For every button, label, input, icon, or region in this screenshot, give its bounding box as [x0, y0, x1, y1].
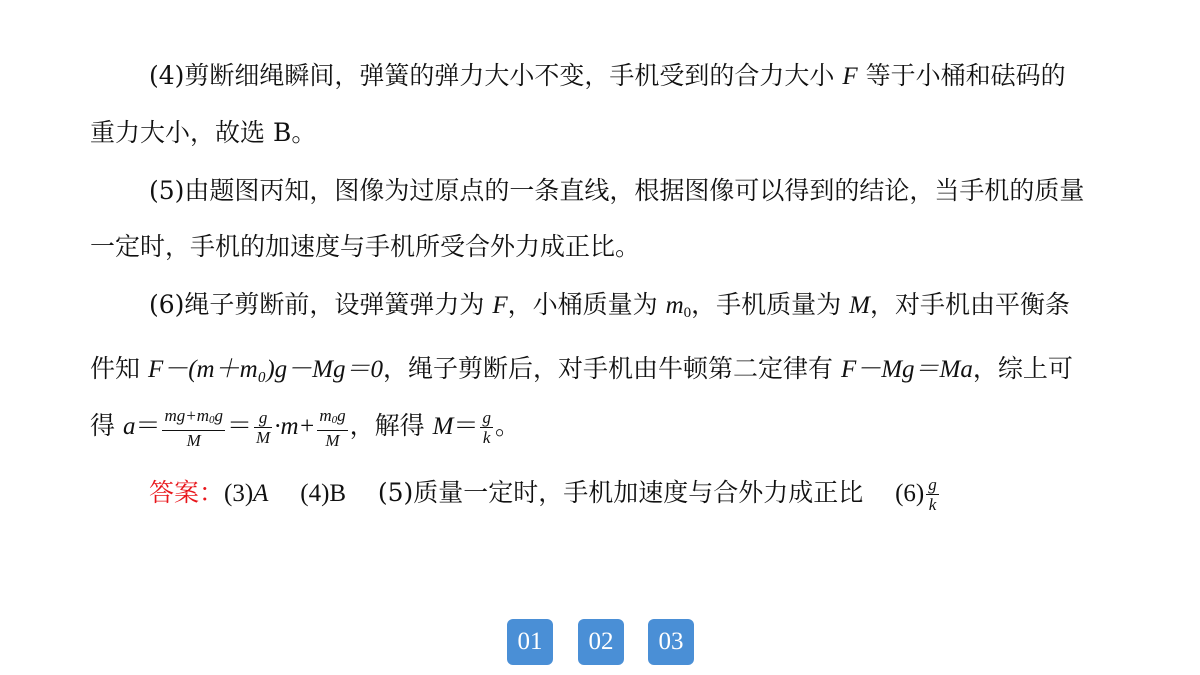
frac-num: m: [319, 405, 332, 425]
nav-button-02[interactable]: 02: [578, 619, 624, 665]
fraction-3: [317, 406, 347, 450]
variable-a: a: [122, 413, 136, 440]
equals-sign: ＝: [227, 411, 253, 440]
answer-4: (4)B: [300, 480, 347, 507]
text: ，手机质量为: [691, 290, 850, 319]
nav-button-03[interactable]: 03: [648, 619, 694, 665]
fraction-2: [254, 408, 272, 447]
text: ，小桶质量为: [507, 290, 666, 319]
answer-line: [90, 465, 1090, 522]
frac-num: g: [254, 408, 272, 428]
fraction-4: [480, 408, 493, 447]
frac-den: k: [928, 495, 937, 514]
paragraph-part-5: [90, 163, 1090, 275]
answer-label: 答案：: [149, 478, 225, 507]
subscript: 0: [683, 305, 692, 321]
text: (5)由题图丙知，图像为过原点的一条直线，根据图像可以得到的结论，当手机的质量一定时，手机的加速度与手机所受合外力成正比。: [90, 176, 1085, 261]
text: ，对手机由平衡条件知: [90, 290, 1070, 383]
variable-F: F: [492, 292, 508, 319]
frac-num: mg+m: [164, 405, 209, 425]
paragraph-part-6: [90, 277, 1090, 455]
frac-den: M: [325, 430, 340, 450]
variable-F: F: [842, 63, 858, 90]
text: (6)绳子剪断前，设弹簧弹力为: [149, 290, 493, 319]
text: ，解得: [349, 411, 433, 440]
answer-3-value: A: [253, 480, 269, 507]
frac-num: g: [928, 475, 937, 494]
equation-balance: F－(m＋m₀)g－Mg＝0: [147, 356, 383, 383]
frac-den: M: [186, 430, 201, 450]
page-navigation: [0, 619, 1200, 665]
variable-M: M: [849, 292, 870, 319]
equals-sign: ＝: [135, 411, 161, 440]
frac-sub: 0: [331, 413, 338, 426]
text: 等于小桶和砝码的重力大小，故选 B。: [90, 61, 1066, 147]
text: 。: [494, 411, 520, 440]
paragraph-part-4: [90, 48, 1090, 161]
text: (4)剪断细绳瞬间，弹簧的弹力大小不变，手机受到的合力大小: [149, 61, 843, 90]
variable-m: m: [665, 292, 684, 319]
variable-M: M: [432, 413, 454, 440]
fraction-1: [162, 406, 225, 450]
frac-sub: 0: [209, 413, 215, 426]
frac-num-tail: g: [214, 405, 223, 425]
frac-num-tail: g: [337, 405, 346, 425]
answer-6: (6): [895, 480, 925, 507]
equals-sign: ＝: [453, 411, 479, 440]
equation-newton: F－Mg＝Ma: [840, 356, 973, 383]
text: ，综上可得: [90, 354, 1073, 440]
frac-den: k: [482, 428, 491, 447]
frac-den: M: [256, 428, 271, 447]
text: ，绳子剪断后，对手机由牛顿第二定律有: [383, 354, 841, 383]
term-m: ·m+: [274, 413, 316, 440]
answer-6-fraction: [926, 475, 939, 514]
answer-3: (3): [224, 480, 254, 507]
solution-content: [90, 48, 1090, 524]
frac-num: g: [482, 408, 491, 427]
answer-5: (5)质量一定时，手机加速度与合外力成正比: [377, 478, 864, 507]
nav-button-01[interactable]: 01: [507, 619, 553, 665]
